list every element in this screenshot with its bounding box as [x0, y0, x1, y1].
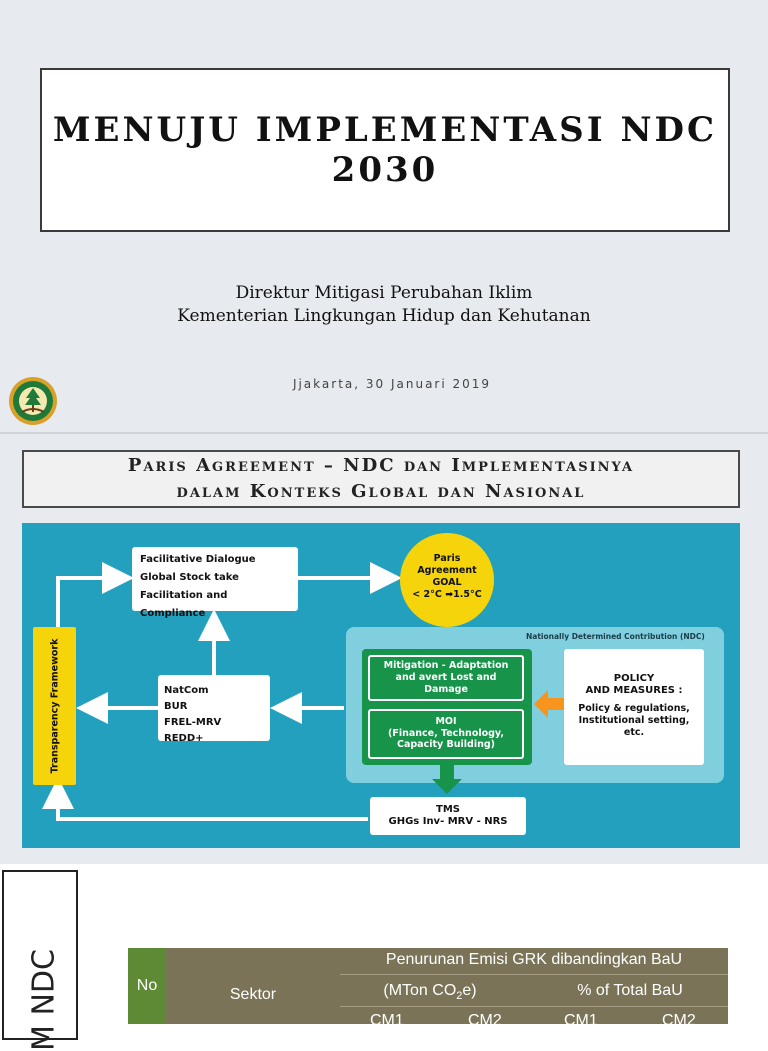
header-rule-2 — [340, 1006, 728, 1007]
col-no-cell — [128, 948, 166, 1024]
ministry-logo-icon — [8, 376, 58, 426]
tms-line: GHGs Inv- MRV - NRS — [388, 816, 508, 827]
transparency-framework — [33, 627, 76, 785]
cm-header: CM2 — [468, 1012, 502, 1029]
natcom-item: FREL-MRV REDD+ — [164, 717, 222, 744]
cm-header: CM1 — [370, 1012, 404, 1029]
emission-table — [128, 948, 728, 1029]
moi-box — [368, 709, 524, 759]
natcom-box — [158, 675, 270, 744]
global-process-box — [132, 547, 298, 619]
header-unit-pre: (MTon CO — [383, 982, 457, 999]
ndc-green-block — [362, 649, 532, 765]
header-unit-sub: 2 — [456, 990, 463, 1003]
slide2-title-line2: dalam Konteks Global dan Nasional — [176, 481, 586, 502]
goal-line: Agreement — [417, 565, 477, 576]
header-unit — [340, 982, 520, 1002]
title-slide — [0, 0, 768, 432]
goal-line: GOAL — [432, 577, 462, 588]
dialogue-item: Global Stock take — [140, 572, 239, 583]
moi-line: (Finance, Technology, — [387, 727, 504, 739]
header-unit-post: e) — [462, 982, 477, 999]
goal-line: Paris — [433, 553, 461, 564]
vertical-title-box — [2, 870, 78, 1051]
ndc-panel — [346, 627, 724, 783]
header-rule — [340, 974, 728, 975]
subtitle-director: Direktur Mitigasi Perubahan Iklim — [235, 283, 533, 303]
policy-body: Policy & regulations, Institutional setting, etc. — [578, 703, 690, 738]
slide2-title-box — [22, 450, 740, 508]
ndc-table-slide — [0, 864, 768, 1051]
col-sektor-label: Sektor — [229, 986, 277, 1003]
ndc-down-arrow-icon — [432, 765, 462, 795]
header-main: Penurunan Emisi GRK dibandingkan BaU — [385, 951, 683, 968]
moi-line: Capacity Building) — [396, 739, 495, 750]
subtitle-ministry: Kementerian Lingkungan Hidup dan Kehutanan — [177, 306, 591, 326]
natcom-item: BUR — [164, 701, 188, 712]
cm-header: CM1 — [564, 1012, 598, 1029]
dialogue-item: Facilitative Dialogue — [140, 554, 256, 565]
title-box — [40, 68, 730, 232]
tms-line: TMS — [436, 804, 460, 815]
col-no-label: No — [136, 977, 158, 994]
transparency-label: Transparency Framework — [49, 638, 60, 774]
mitigation-label: Mitigation - Adaptation and avert Lost and Damage — [383, 660, 509, 695]
ndc-label: Nationally Determined Contribution (NDC) — [526, 632, 705, 641]
natcom-item: NatCom — [164, 685, 209, 696]
cm-header: CM2 — [662, 1012, 696, 1029]
date-text: Jjakarta, 30 Januari 2019 — [292, 377, 492, 391]
mitigation-box — [368, 655, 524, 701]
dialogue-item: Facilitation and Compliance — [140, 590, 228, 619]
vertical-title: M NDC — [26, 949, 62, 1051]
slide-title: MENUJU IMPLEMENTASI NDC 2030 — [52, 110, 718, 190]
tms-box — [370, 797, 526, 835]
policy-title: AND MEASURES : — [585, 685, 683, 696]
header-pct: % of Total BaU — [577, 982, 683, 999]
moi-line: MOI — [435, 716, 457, 727]
slide2-title-line1: Paris Agreement – NDC dan Implementasinya — [127, 455, 635, 476]
policy-title: POLICY — [613, 673, 655, 684]
ndc-diagram — [22, 523, 740, 848]
policy-box — [564, 649, 704, 765]
paris-goal-circle — [400, 533, 494, 627]
paris-agreement-slide — [0, 434, 768, 864]
goal-line: < 2°C ➡1.5°C — [412, 589, 482, 600]
policy-arrow-icon — [534, 689, 568, 719]
